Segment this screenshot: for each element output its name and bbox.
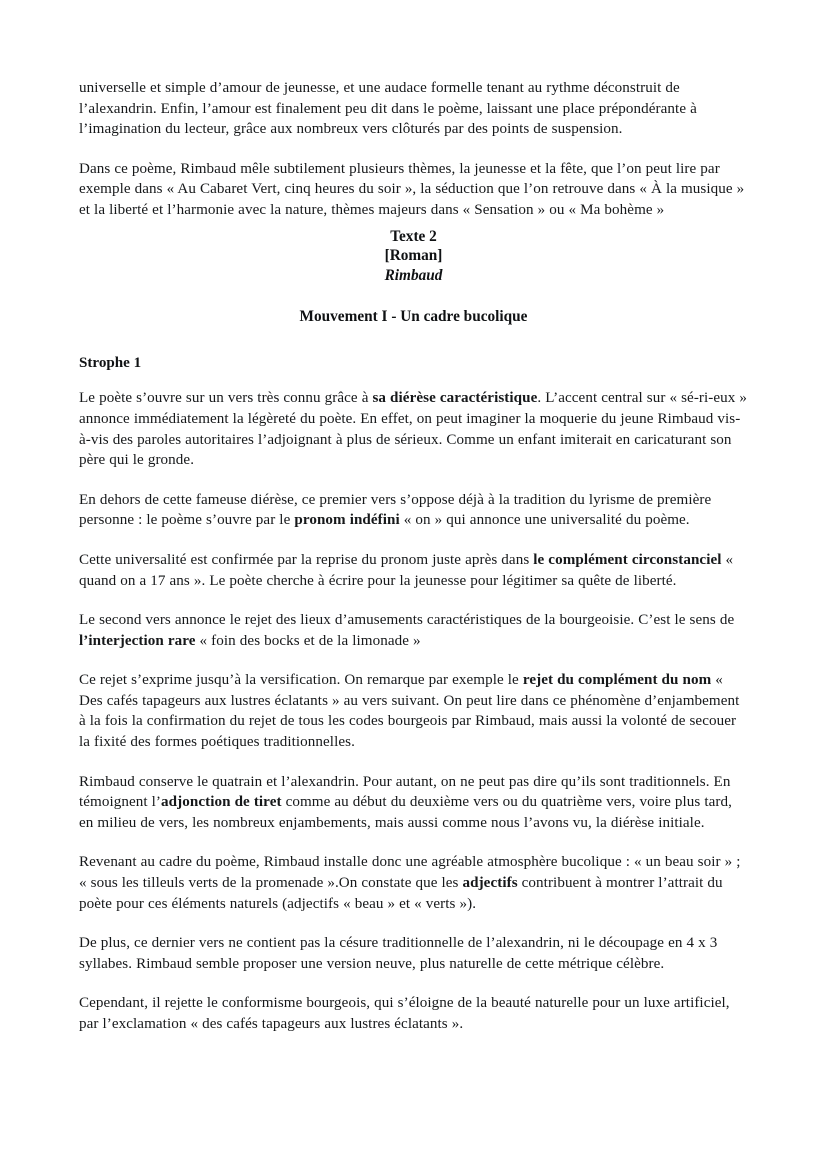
bold-term: rejet du complément du nom	[522, 672, 712, 689]
bold-term: sa diérèse caractéristique	[372, 390, 538, 407]
analysis-section	[79, 388, 748, 1034]
paragraph: Cependant, il rejette le conformisme bourgeois, qui s’éloigne de la beauté naturelle pour un luxe artificiel, par l’exclamation « des cafés tapageurs aux lustres éclatants ».	[79, 995, 730, 1032]
section-heading: Mouvement I - Un cadre bucolique	[299, 308, 528, 326]
paragraph: Le poète s’ouvre sur un vers très connu grâce à sa diérèse caractéristique. L’accent central sur « sé-ri-eux » annonce immédiatement la légèreté du poète. En effet, on peut imaginer la moquerie du jeune Rimbaud vis-à-vis des paroles autoritaires l’adjoignant à plus de sérieux. Comme un enfant imiterait en caricaturant son père qui le gronde.	[79, 390, 748, 469]
document-body	[79, 78, 748, 1035]
paragraph: Cette universalité est confirmée par la reprise du pronom juste après dans le complément circonstanciel « quand on a 17 ans ». Le poète cherche à écrire pour la jeunesse pour légitimer sa quête de liberté.	[79, 551, 734, 589]
paragraph: Dans ce poème, Rimbaud mêle subtilement plusieurs thèmes, la jeunesse et la fête, que l’on peut lire par exemple dans « Au Cabaret Vert, cinq heures du soir », la séduction que l’on retrouve dans « À la musique » et la liberté et l’harmonie avec la nature, thèmes majeurs dans « Sensation » ou « Ma bohème »	[79, 160, 745, 218]
bold-term: adjonction de tiret	[161, 794, 282, 811]
bold-term: adjectifs	[462, 875, 518, 892]
bold-term: pronom indéfini	[294, 512, 400, 529]
paragraph: En dehors de cette fameuse diérèse, ce premier vers s’oppose déjà à la tradition du lyrisme de première personne : le poème s’ouvre par le pronom indéfini « on » qui annonce une universalité du poème.	[79, 491, 712, 529]
text-title: Texte 2	[390, 227, 437, 245]
intro-section	[79, 78, 748, 221]
paragraph: Ce rejet s’exprime jusqu’à la versification. On remarque par exemple le rejet du complément du nom « Des cafés tapageurs aux lustres éclatants » au vers suivant. On peut lire dans ce phénomène d’enjambement à la fois la confirmation du rejet de tous les codes bourgeois par Rimbaud, mais aussi la volonté de secouer la fixité des formes poétiques traditionnelles.	[79, 672, 740, 751]
bold-term: l’interjection rare	[79, 632, 196, 649]
paragraph: Rimbaud conserve le quatrain et l’alexandrin. Pour autant, on ne peut pas dire qu’ils sont traditionnels. En témoignent l’adjonction de tiret comme au début du deuxième vers ou du quatrième vers, voire plus tard, en milieu de vers, les nombreux enjambements, mais aussi comme nous l’avons vu, la diérèse initiale.	[79, 773, 732, 831]
paragraph: De plus, ce dernier vers ne contient pas la césure traditionnelle de l’alexandrin, ni le découpage en 4 x 3 syllabes. Rimbaud semble proposer une version neuve, plus naturelle de cette métrique célèbre.	[79, 935, 718, 972]
bold-term: le complément circonstanciel	[533, 551, 722, 568]
text-subtitle: [Roman]	[384, 247, 443, 265]
text-title-block	[79, 227, 748, 286]
paragraph: Revenant au cadre du poème, Rimbaud installe donc une agréable atmosphère bucolique : « un beau soir » ; « sous les tilleuls verts de la promenade ».On constate que les adjectifs contribuent à montrer l’attrait du poète pour ces éléments naturels (adjectifs « beau » et « verts »).	[79, 854, 741, 912]
text-author: Rimbaud	[384, 266, 443, 284]
sub-heading-strophe: Strophe 1	[79, 355, 142, 372]
paragraph: universelle et simple d’amour de jeunesse, et une audace formelle tenant au rythme déconstruit de l’alexandrin. Enfin, l’amour est finalement peu dit dans le poème, laissant une place prépondérante à l’imagination du lecteur, grâce aux nombreux vers clôturés par des points de suspension.	[79, 80, 697, 138]
paragraph: Le second vers annonce le rejet des lieux d’amusements caractéristiques de la bourgeoisie. C’est le sens de l’interjection rare « foin des bocks et de la limonade »	[79, 612, 735, 649]
